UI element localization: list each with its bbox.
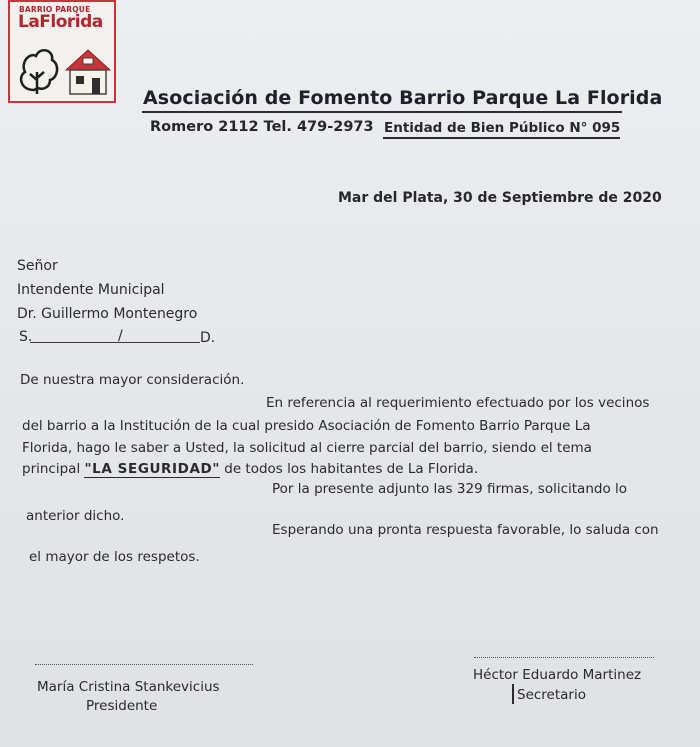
letter-salutation: De nuestra mayor consideración.: [20, 372, 245, 388]
association-logo: [8, 0, 116, 103]
recipient-s: S.: [19, 329, 33, 345]
tree-icon: [21, 50, 57, 94]
recipient-title: Intendente Municipal: [17, 282, 165, 298]
president-name: María Cristina Stankevicius: [37, 679, 220, 695]
logo-artwork: [16, 42, 112, 98]
text-cursor: [512, 684, 514, 704]
paragraph-1-line-1: En referencia al requerimiento efectuado por los vecinos: [266, 395, 650, 411]
association-address: Romero 2112 Tel. 479-2973: [150, 119, 374, 135]
right-signature-line: [474, 657, 654, 658]
recipient-d: D.: [200, 330, 216, 346]
sd-underline: [30, 342, 200, 343]
paragraph-1-line-4: [22, 461, 478, 477]
association-title: Asociación de Fomento Barrio Parque La Florida: [143, 87, 663, 109]
secretary-role: Secretario: [517, 687, 586, 703]
paragraph-3-line-2: el mayor de los respetos.: [29, 549, 200, 565]
paragraph-3-line-1: Esperando una pronta respuesta favorable, lo saluda con: [272, 522, 659, 538]
recipient-name: Dr. Guillermo Montenegro: [17, 306, 198, 322]
line-4-suffix: de todos los habitantes de La Florida.: [219, 461, 479, 477]
title-underline: [142, 111, 622, 113]
line-4-prefix: principal: [22, 461, 85, 477]
paragraph-1-line-2: del barrio a la Institución de la cual presido Asociación de Fomento Barrio Parque La: [22, 418, 591, 434]
entity-underline: [383, 137, 620, 139]
letter-date: Mar del Plata, 30 de Septiembre de 2020: [338, 190, 662, 206]
logo-subtitle: BARRIO PARQUE: [19, 5, 91, 14]
paragraph-1-line-3: Florida, hago le saber a Usted, la solicitud al cierre parcial del barrio, siendo el tema: [22, 440, 592, 456]
paragraph-2-line-2: anterior dicho.: [26, 508, 125, 524]
recipient-slash: /: [118, 328, 123, 344]
recipient-salutation: Señor: [17, 258, 58, 274]
security-highlight: "LA SEGURIDAD": [84, 461, 220, 477]
house-icon: [66, 50, 110, 94]
secretary-name: Héctor Eduardo Martinez: [473, 667, 642, 683]
public-entity-number: Entidad de Bien Público N° 095: [384, 120, 621, 136]
paragraph-2-line-1: Por la presente adjunto las 329 firmas, solicitando lo: [272, 481, 628, 497]
president-role: Presidente: [86, 698, 158, 714]
logo-name: LaFlorida: [18, 12, 103, 32]
left-signature-line: [35, 664, 253, 665]
